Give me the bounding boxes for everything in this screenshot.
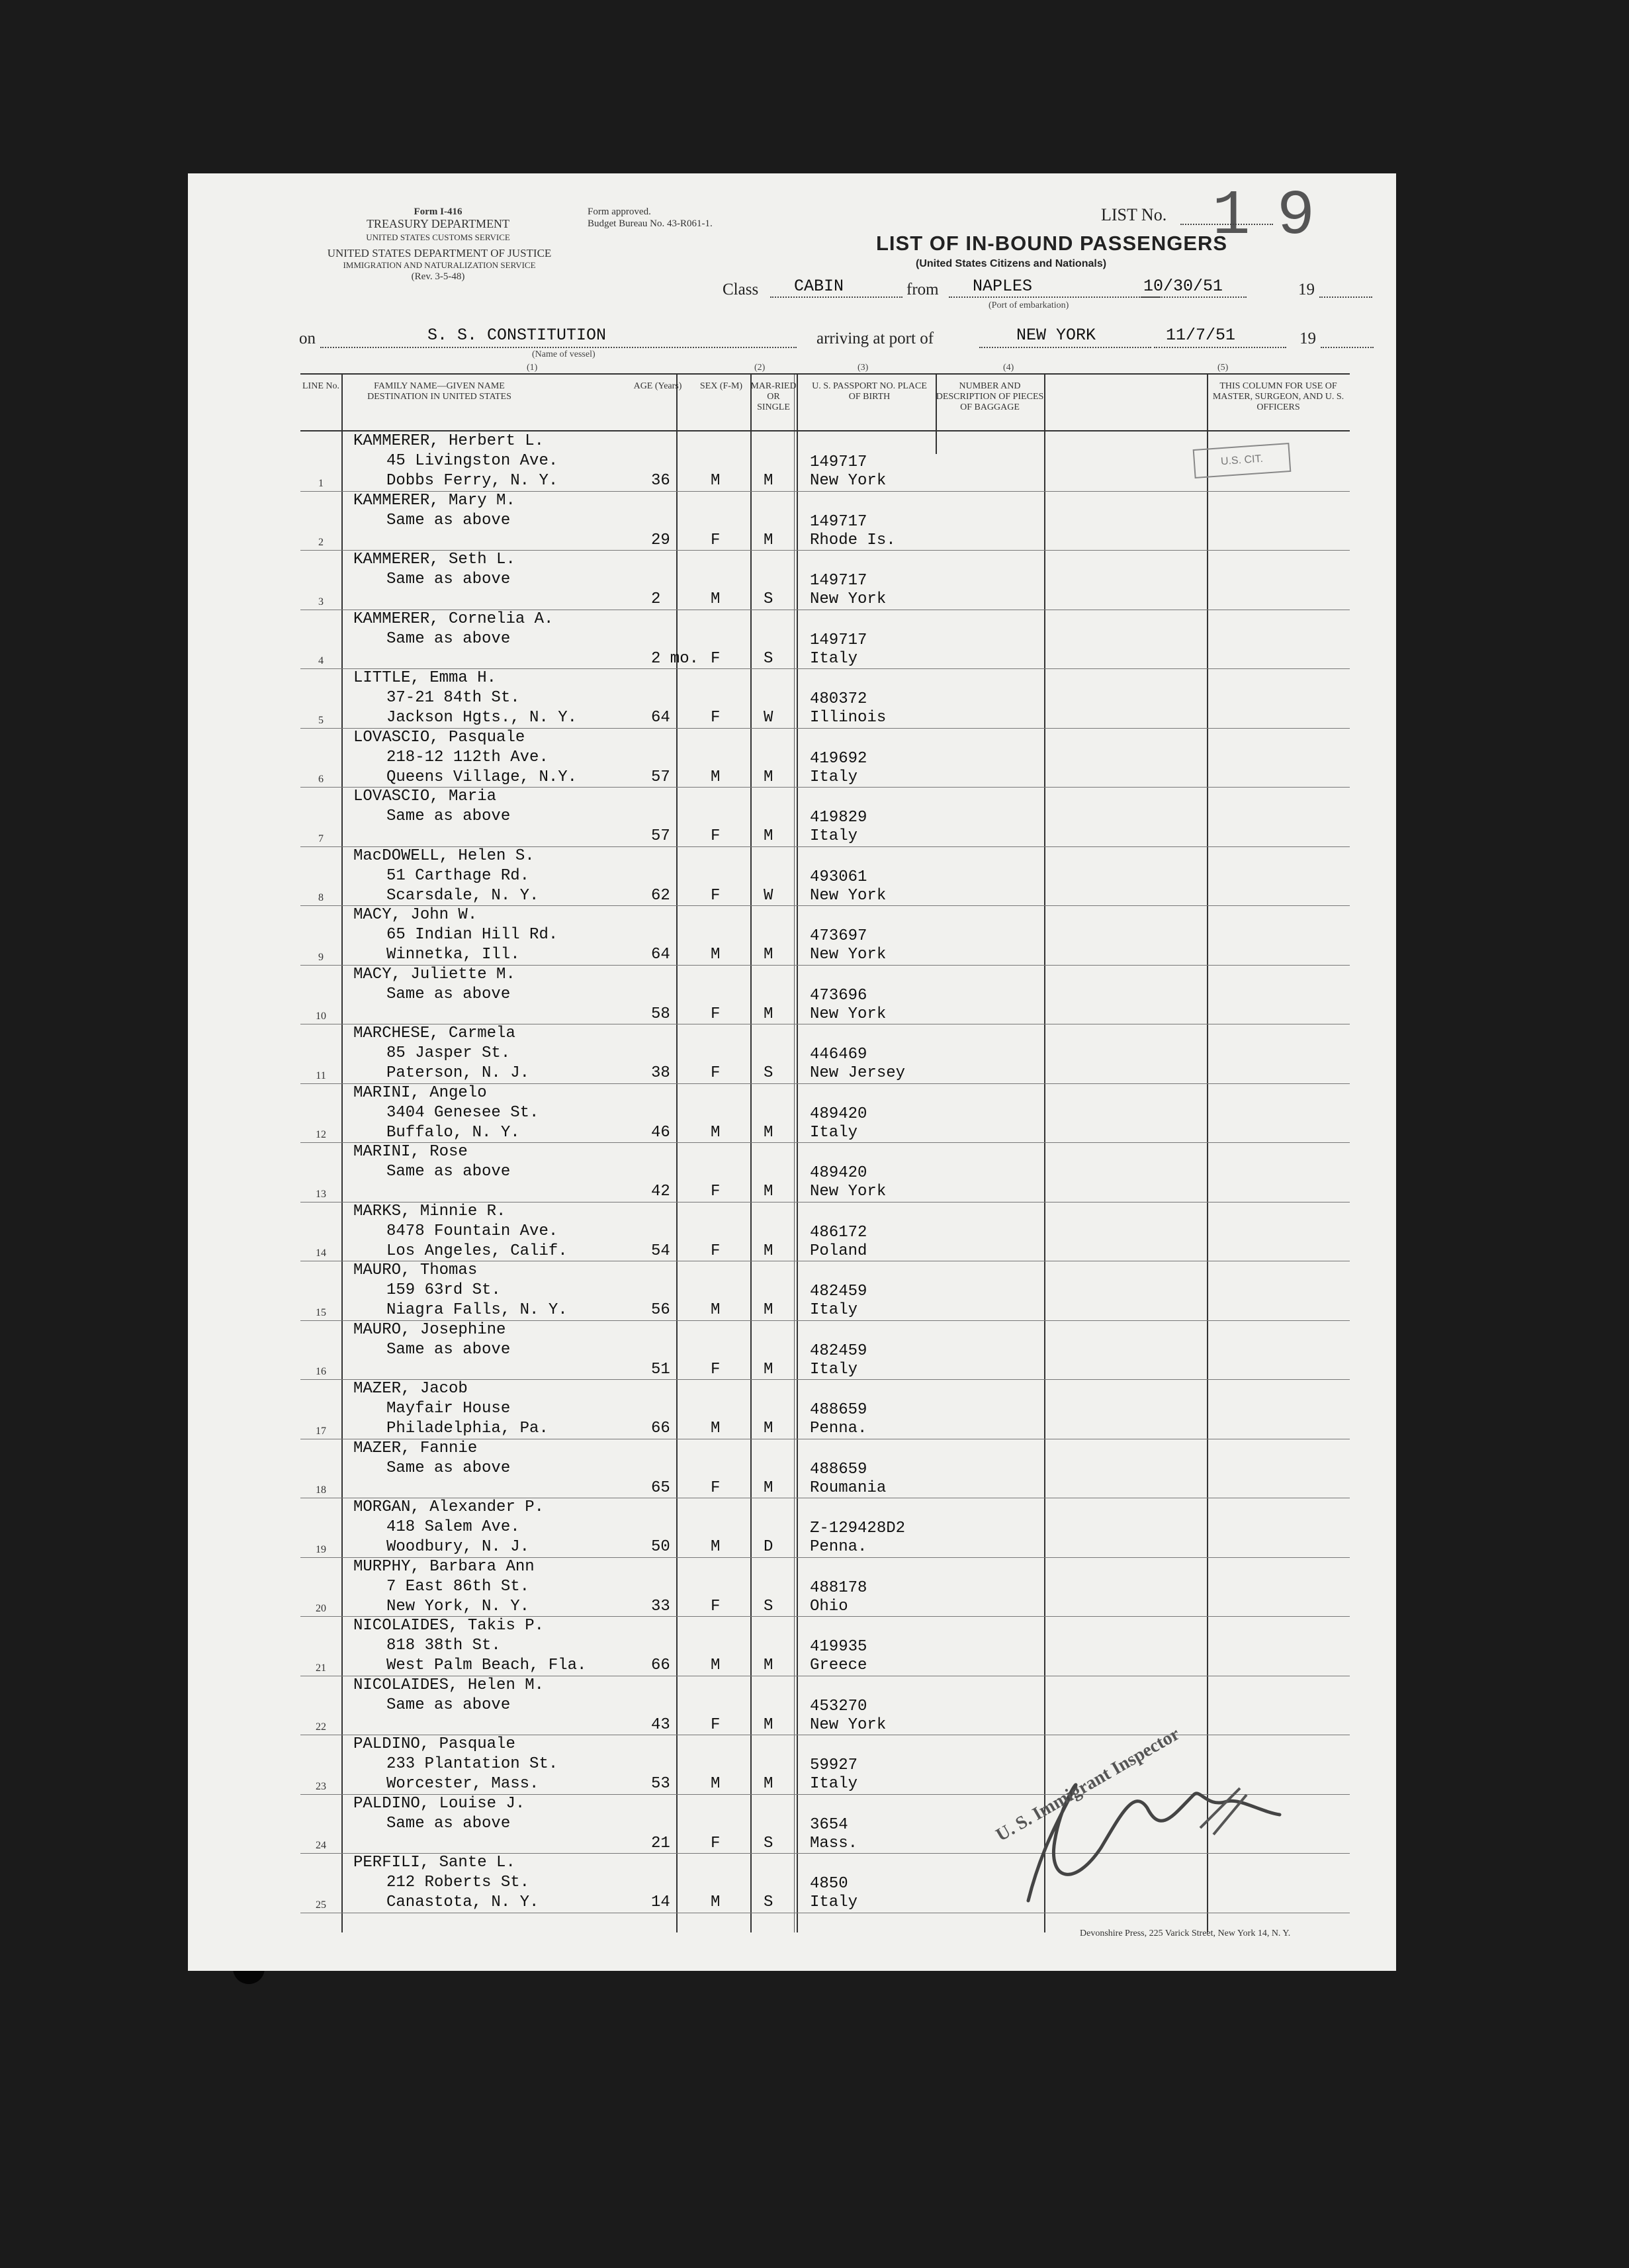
marital-status: M [764,472,773,490]
age: 66 [651,1420,670,1437]
passenger-name: MAZER, Fannie [353,1439,478,1457]
table-row [300,1320,1350,1381]
col-num-2: (2) [754,363,766,373]
passenger-name: MAURO, Josephine [353,1320,506,1339]
sex: F [711,886,721,905]
age: 57 [651,768,670,786]
table-row [300,1676,1350,1736]
manifest-page [188,173,1396,1971]
col-num-4: (4) [1003,363,1014,373]
marital-status: S [764,1893,773,1911]
table-row [300,1083,1350,1144]
passport-number: 59927 [810,1756,858,1774]
inspector-stamp: U. S. Immigrant Inspector [992,1723,1184,1846]
age: 2 mo. [651,649,699,668]
passport-number: 493061 [810,868,867,886]
place-of-birth: Italy [810,1893,858,1911]
line-number: 22 [316,1721,326,1733]
line-number: 19 [316,1543,326,1555]
marital-status: M [764,531,773,549]
address-line2: New York, N. Y. [386,1597,530,1615]
place-of-birth: Mass. [810,1834,858,1852]
address-line1: 7 East 86th St. [386,1577,530,1596]
passport-number: 488178 [810,1578,867,1597]
passport-number: 489420 [810,1105,867,1123]
age: 42 [651,1183,670,1201]
passenger-table [300,373,1350,1932]
place-of-birth: New Jersey [810,1064,906,1082]
sex: F [711,1064,721,1082]
place-of-birth: New York [810,1183,887,1201]
marital-status: M [764,946,773,964]
sex: F [711,1597,721,1615]
sex: F [711,1242,721,1260]
table-row [300,1379,1350,1439]
treasury-dept: TREASURY DEPARTMENT [366,217,510,230]
class-value: CABIN [794,277,844,296]
table-row [300,1616,1350,1676]
sex: F [711,649,721,668]
age: 46 [651,1123,670,1142]
sex: M [711,768,721,786]
address-line2: Canastota, N. Y. [386,1893,539,1911]
class-label: Class [723,281,759,298]
form-subtitle: (United States Citizens and Nationals) [916,258,1107,269]
age: 53 [651,1775,670,1793]
table-row [300,668,1350,729]
marital-status: M [764,1360,773,1379]
place-of-birth: Penna. [810,1420,867,1437]
marital-status: M [764,768,773,786]
address-line2: Philadelphia, Pa. [386,1420,549,1437]
printer-credit: Devonshire Press, 225 Varick Street, New York 14, N. Y. [1080,1928,1291,1938]
passport-number: 149717 [810,512,867,531]
address-line2: West Palm Beach, Fla. [386,1656,587,1674]
place-of-birth: Greece [810,1656,867,1674]
table-row [300,1439,1350,1499]
passenger-name: MACY, Juliette M. [353,965,515,983]
passport-number: 149717 [810,572,867,590]
age: 36 [651,472,670,490]
line-number: 14 [316,1247,326,1259]
age: 33 [651,1597,670,1615]
vessel-caption: (Name of vessel) [532,349,595,359]
place-of-birth: Rhode Is. [810,531,896,549]
address-line2: Scarsdale, N. Y. [386,886,539,905]
col-num-5: (5) [1217,363,1229,373]
address-line2: Los Angeles, Calif. [386,1242,568,1260]
passport-number: Z-129428D2 [810,1520,906,1537]
line-number: 6 [318,774,324,785]
sex: M [711,590,721,608]
address-line1: 233 Plantation St. [386,1755,558,1773]
age: 57 [651,827,670,845]
table-row [300,431,1350,492]
place-of-birth: Italy [810,1123,858,1142]
marital-status: M [764,1775,773,1793]
col-header-sex: SEX (F-M) [699,381,743,391]
line-number: 15 [316,1306,326,1318]
line-number: 17 [316,1425,326,1437]
place-of-birth: Italy [810,1775,858,1793]
age: 65 [651,1478,670,1497]
arrival-date: 11/7/51 [1166,326,1236,345]
address-line1: 212 Roberts St. [386,1874,530,1891]
address-line1: Same as above [386,807,511,825]
marital-status: M [764,1420,773,1437]
passenger-name: KAMMERER, Herbert L. [353,432,545,450]
port-caption: (Port of embarkation) [989,300,1069,310]
sex: F [711,1715,721,1734]
passenger-name: MARINI, Angelo [353,1083,487,1102]
passport-number: 419692 [810,749,867,768]
passport-number: 486172 [810,1223,867,1242]
marital-status: D [764,1538,773,1556]
passenger-name: LOVASCIO, Maria [353,788,497,805]
address-line1: Same as above [386,1163,511,1181]
passenger-name: NICOLAIDES, Helen M. [353,1676,545,1694]
age: 14 [651,1893,670,1911]
address-line2: Jackson Hgts., N. Y. [386,709,578,727]
address-line1: 818 38th St. [386,1637,501,1655]
place-of-birth: Poland [810,1242,867,1260]
passenger-name: MacDOWELL, Helen S. [353,846,535,865]
us-citizen-stamp: U.S. CIT. [1193,443,1292,478]
passport-number: 149717 [810,631,867,649]
passport-number: 482459 [810,1341,867,1360]
line-number: 20 [316,1603,326,1614]
address-line1: 8478 Fountain Ave. [386,1222,558,1240]
sex: M [711,1656,721,1674]
age: 43 [651,1715,670,1734]
marital-status: M [764,1183,773,1201]
place-of-birth: Roumania [810,1478,887,1497]
table-row [300,728,1350,788]
passenger-name: MACY, John W. [353,906,478,924]
place-of-birth: New York [810,886,887,905]
table-row [300,610,1350,670]
passport-number: 419935 [810,1638,867,1656]
passport-number: 453270 [810,1697,867,1715]
col-header-passport: U. S. PASSPORT NO. PLACE OF BIRTH [812,381,927,402]
passenger-name: PALDINO, Louise J. [353,1794,525,1813]
line-number: 5 [318,714,324,726]
line-number: 24 [316,1840,326,1851]
address-line1: Same as above [386,1459,511,1477]
col-header-officers: THIS COLUMN FOR USE OF MASTER, SURGEON, AND U. S. OFFICERS [1212,381,1344,412]
marital-status: W [764,886,773,905]
passport-number: 473697 [810,927,867,945]
marital-status: S [764,590,773,608]
approved-line1: Form approved. [588,206,651,217]
form-number: Form I-416 [414,206,462,217]
line-number: 18 [316,1484,326,1496]
marital-status: M [764,1301,773,1319]
passenger-name: PERFILI, Sante L. [353,1854,515,1872]
place-of-birth: Penna. [810,1538,867,1556]
age: 56 [651,1301,670,1319]
passenger-name: MAURO, Thomas [353,1261,478,1279]
place-of-birth: New York [810,1005,887,1023]
place-of-birth: Ohio [810,1597,848,1615]
line-number: 21 [316,1662,326,1674]
marital-status: M [764,1242,773,1260]
table-row [300,491,1350,551]
age: 2 [651,590,661,608]
marital-status: S [764,1064,773,1082]
marital-status: S [764,1834,773,1852]
passenger-name: LITTLE, Emma H. [353,669,497,687]
marital-status: M [764,1005,773,1023]
passenger-name: MURPHY, Barbara Ann [353,1557,535,1576]
year-suffix: 19 [1298,281,1315,298]
address-line1: 51 Carthage Rd. [386,866,530,885]
passenger-name: MAZER, Jacob [353,1380,468,1398]
address-line1: Same as above [386,1814,511,1833]
age: 54 [651,1242,670,1260]
sex: M [711,1420,721,1437]
passenger-name: MARKS, Minnie R. [353,1202,506,1220]
table-row [300,1202,1350,1262]
table-row [300,905,1350,966]
sex: F [711,1005,721,1023]
place-of-birth: Illinois [810,709,887,727]
sex: M [711,1123,721,1142]
line-number: 16 [316,1366,326,1377]
address-line1: 159 63rd St. [386,1281,501,1299]
sex: F [711,1834,721,1852]
line-number: 11 [316,1069,326,1081]
table-row [300,965,1350,1025]
address-line2: Niagra Falls, N. Y. [386,1301,568,1319]
table-row [300,1557,1350,1617]
sex: M [711,1893,721,1911]
marital-status: S [764,649,773,668]
table-row [300,787,1350,847]
passenger-name: KAMMERER, Cornelia A. [353,610,554,628]
marital-status: M [764,1123,773,1142]
col-header-baggage: NUMBER AND DESCRIPTION OF PIECES OF BAGGAGE [936,381,1044,412]
sex: F [711,827,721,845]
line-number: 13 [316,1188,326,1200]
passport-number: 488659 [810,1460,867,1478]
address-line1: Same as above [386,511,511,529]
col-header-age: AGE (Years) [633,381,682,391]
passenger-name: MARINI, Rose [353,1143,468,1161]
address-line1: 3404 Genesee St. [386,1103,539,1122]
age: 66 [651,1656,670,1674]
sex: F [711,1183,721,1201]
table-row [300,1142,1350,1202]
address-line1: Same as above [386,629,511,648]
address-line2: Dobbs Ferry, N. Y. [386,472,558,490]
justice-dept: UNITED STATES DEPARTMENT OF JUSTICE [327,247,552,259]
address-line2: Buffalo, N. Y. [386,1123,520,1142]
address-line2: Queens Village, N.Y. [386,768,578,786]
list-label: LIST No. [1101,205,1167,224]
table-row [300,1024,1350,1084]
passport-number: 480372 [810,690,867,708]
line-number: 8 [318,892,324,903]
sex: M [711,1775,721,1793]
passenger-name: PALDINO, Pasquale [353,1735,515,1753]
col-header-line: LINE No. [302,381,339,391]
passenger-name: LOVASCIO, Pasquale [353,728,525,747]
line-number: 2 [318,537,324,548]
address-line1: 65 Indian Hill Rd. [386,926,558,944]
address-line1: 85 Jasper St. [386,1044,511,1062]
address-line1: 218-12 112th Ave. [386,748,549,766]
place-of-birth: Italy [810,768,858,786]
sex: F [711,1478,721,1497]
inspector-signature [1002,1748,1306,1921]
place-of-birth: Italy [810,1360,858,1379]
marital-status: M [764,1478,773,1497]
marital-status: S [764,1597,773,1615]
place-of-birth: New York [810,946,887,964]
address-line2: Worcester, Mass. [386,1775,539,1793]
place-of-birth: Italy [810,1301,858,1319]
arrival-year-suffix: 19 [1299,330,1316,347]
age: 64 [651,709,670,727]
age: 29 [651,531,670,549]
place-of-birth: New York [810,472,887,490]
col-num-1: (1) [527,363,538,373]
age: 38 [651,1064,670,1082]
ins-service: IMMIGRATION AND NATURALIZATION SERVICE [343,260,536,270]
address-line1: 45 Livingston Ave. [386,452,558,470]
sex: F [711,531,721,549]
passport-number: 4850 [810,1875,848,1893]
place-of-birth: New York [810,1715,887,1734]
place-of-birth: Italy [810,827,858,845]
passenger-name: MORGAN, Alexander P. [353,1498,545,1516]
table-row [300,1261,1350,1321]
line-number: 7 [318,833,324,844]
line-number: 3 [318,596,324,608]
sex: F [711,1360,721,1379]
age: 21 [651,1834,670,1852]
revision: (Rev. 3-5-48) [411,271,465,282]
passport-number: 419829 [810,809,867,827]
line-number: 25 [316,1899,326,1911]
port-embarkation: NAPLES [973,277,1033,296]
vessel-name: S. S. CONSTITUTION [427,326,607,345]
address-line2: Paterson, N. J. [386,1064,530,1082]
place-of-birth: Italy [810,649,858,668]
passenger-name: MARCHESE, Carmela [353,1024,515,1042]
address-line1: Same as above [386,1340,511,1359]
passport-number: 3654 [810,1815,848,1834]
approved-line2: Budget Bureau No. 43-R061-1. [588,218,713,229]
from-label: from [906,281,939,298]
age: 64 [651,946,670,964]
marital-status: M [764,827,773,845]
table-row [300,1498,1350,1558]
passport-number: 488659 [810,1401,867,1419]
address-line1: 418 Salem Ave. [386,1518,520,1536]
marital-status: M [764,1656,773,1674]
line-number: 4 [318,655,324,666]
passport-number: 482459 [810,1283,867,1300]
address-line2: Woodbury, N. J. [386,1538,530,1556]
line-number: 12 [316,1129,326,1140]
sex: M [711,1538,721,1556]
passport-number: 149717 [810,453,867,471]
passenger-name: KAMMERER, Seth L. [353,551,515,568]
list-number: 19 [1212,180,1342,252]
age: 62 [651,886,670,905]
age: 50 [651,1538,670,1556]
customs-service: UNITED STATES CUSTOMS SERVICE [366,232,510,242]
line-number: 1 [318,477,324,489]
on-label: on [299,330,316,347]
address-line2: Winnetka, Ill. [386,946,520,964]
sex: F [711,709,721,727]
col-num-3: (3) [858,363,869,373]
passport-number: 473696 [810,986,867,1005]
address-line1: Same as above [386,985,511,1003]
sex: M [711,472,721,490]
arrival-port: NEW YORK [1016,326,1096,345]
table-row [300,550,1350,610]
address-line1: Same as above [386,570,511,588]
passenger-name: NICOLAIDES, Takis P. [353,1617,545,1635]
age: 51 [651,1360,670,1379]
address-line1: 37-21 84th St. [386,689,520,707]
line-number: 9 [318,951,324,963]
marital-status: W [764,709,773,727]
place-of-birth: New York [810,590,887,608]
line-number: 23 [316,1780,326,1792]
departure-date: 10/30/51 [1143,277,1223,296]
age: 58 [651,1005,670,1023]
line-number: 10 [316,1011,326,1022]
sex: M [711,1301,721,1319]
arriving-label: arriving at port of [816,330,934,347]
sex: M [711,946,721,964]
address-line1: Same as above [386,1696,511,1714]
passport-number: 446469 [810,1046,867,1064]
marital-status: M [764,1715,773,1734]
passenger-name: KAMMERER, Mary M. [353,491,515,510]
passport-number: 489420 [810,1164,867,1182]
table-row [300,846,1350,907]
form-title: LIST OF IN-BOUND PASSENGERS [876,232,1228,255]
address-line1: Mayfair House [386,1400,511,1418]
col-header-married: MAR-RIED OR SINGLE [750,381,797,412]
col-header-name: FAMILY NAME—GIVEN NAME DESTINATION IN UNITED STATES [367,381,511,402]
